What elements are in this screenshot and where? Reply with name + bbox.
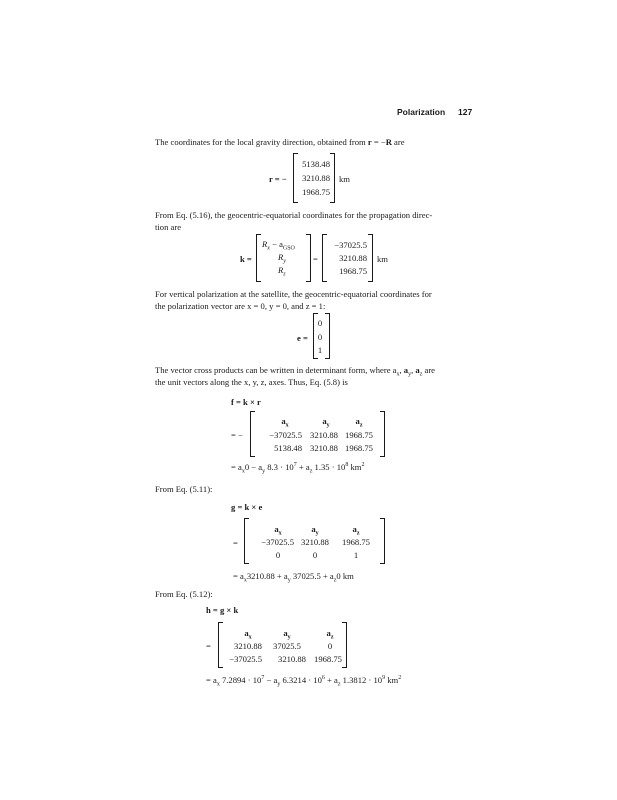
eq-h-row1-col2: 37025.5 — [273, 641, 301, 651]
eq-f-bracket-right — [380, 411, 385, 457]
page-number: 127 — [458, 107, 473, 117]
eq-h-row2-col3: 1968.75 — [314, 654, 342, 664]
eq-g-header-y — [297, 524, 333, 537]
eq-k-sym-row1-sub: x — [267, 245, 270, 252]
eq-k-sym-row1-tail: − a — [269, 239, 283, 249]
eq-g-result-c: 37025.5 + a — [290, 571, 334, 581]
p4-line1-text: The vector cross products can be written in determinant form, where a — [155, 365, 397, 375]
eq-g-bracket-right — [380, 518, 385, 564]
eq-h-header-y-sub: y — [287, 634, 291, 641]
eq-f-header-y — [308, 416, 344, 429]
p1-text-a: The coordinates for the local gravity direction, obtained from — [155, 137, 368, 147]
eq-f-header-x-sub: x — [285, 422, 289, 429]
paragraph-vertical-polarization-line2: the polarization vector are x = 0, y = 0, and z = 1: — [155, 301, 326, 311]
eq-e-value-2: 0 — [317, 332, 323, 342]
eq-k-bracket-left-1 — [256, 234, 261, 282]
eq-g-title: g = k × e — [231, 502, 263, 512]
eq-h-result-exp4: 2 — [398, 675, 402, 682]
eq-f-header-x — [265, 416, 305, 429]
eq-f-result-b: 0 − a — [244, 462, 263, 472]
eq-f-header-y-sub: y — [326, 422, 330, 429]
eq-r-lhs: r = − — [269, 174, 287, 184]
eq-e-value-1: 0 — [317, 318, 323, 328]
eq-r-unit: km — [339, 174, 350, 184]
eq-e-bracket-right — [325, 313, 330, 359]
p4-line1-tail: are — [422, 365, 435, 375]
eq-g-prefix: = — [233, 538, 238, 548]
eq-f-header-z-a: a — [355, 416, 360, 426]
eq-g-header-x-sub: x — [278, 530, 282, 537]
eq-g-row1-col3: 1968.75 — [342, 537, 370, 547]
eq-f-row2-col2: 3210.88 — [310, 443, 338, 453]
eq-f-title: f = k × r — [231, 397, 261, 407]
eq-f-result-e: 1.35 · 10 — [312, 462, 346, 472]
eq-g-row2-col1: 0 — [275, 550, 281, 560]
eq-r-value-2: 3210.88 — [302, 173, 330, 183]
eq-h-result-sub2: y — [277, 681, 281, 688]
eq-f-result-exp1: 7 — [293, 462, 297, 469]
eq-f-row1-col2: 3210.88 — [310, 430, 338, 440]
paragraph-cross-products-line1: The vector cross products can be written in determinant form, where $a_x$, $a_y$, $a_z$ are — [155, 365, 435, 378]
eq-k-sym-row3-sub: z — [283, 271, 286, 278]
eq-h-prefix: = — [206, 641, 211, 651]
eq-h-header-x — [228, 628, 268, 641]
eq-h-result-d: 6.3214 · 10 — [280, 675, 322, 685]
eq-e-value-3: 1 — [317, 345, 323, 355]
from-eq-5-12: From Eq. (5.12): — [155, 589, 213, 599]
eq-h-header-x-sub: x — [248, 634, 252, 641]
eq-f-result-sub3: z — [309, 468, 313, 475]
eq-h-result-b: 7.2894 · 10 — [219, 675, 262, 685]
eq-k-sym-row3 — [278, 265, 286, 278]
eq-h-header-y — [267, 628, 307, 641]
eq-f-result-c: 8.3 · 10 — [265, 462, 294, 472]
eq-r-value-3: 1968.75 — [302, 187, 330, 197]
eq-f-result — [231, 462, 364, 475]
eq-g-result — [233, 571, 354, 584]
eq-k-unit: km — [377, 254, 388, 264]
eq-h-result-exp3: 9 — [382, 675, 386, 682]
eq-f-header-z — [344, 416, 374, 429]
eq-f-header-y-a: a — [322, 416, 327, 426]
eq-r-value-1: 5138.48 — [302, 159, 330, 169]
eq-g-row1-col2: 3210.88 — [301, 537, 329, 547]
eq-g-header-z — [338, 524, 374, 537]
eq-k-lhs: k = — [240, 254, 252, 264]
eq-h-result-sub3: z — [337, 681, 341, 688]
eq-g-row2-col3: 1 — [353, 550, 359, 560]
eq-g-header-x-a: a — [274, 524, 279, 534]
eq-k-sym-row2 — [278, 252, 286, 265]
eq-h-row2-col2: 3210.88 — [278, 654, 306, 664]
eq-f-result-sub1: x — [241, 468, 245, 475]
eq-h-result-g: km — [385, 675, 399, 685]
paragraph-propagation-line1: From Eq. (5.16), the geocentric-equatorial coordinates for the propagation direc- — [155, 210, 433, 220]
eq-k-bracket-right-1 — [306, 234, 311, 282]
eq-k-sym-row1 — [262, 239, 295, 252]
eq-h-title: h = g × k — [206, 605, 239, 615]
eq-h-row1-col1: 3210.88 — [234, 641, 262, 651]
p1-bold-R: R — [385, 137, 392, 147]
eq-h-bracket-right — [342, 622, 347, 668]
eq-k-bracket-right-2 — [368, 234, 373, 282]
eq-e-lhs: e = — [297, 333, 308, 343]
eq-h-row1-col3: 0 — [327, 641, 333, 651]
eq-g-result-sub3: z — [333, 577, 337, 584]
eq-g-result-d: 0 km — [336, 571, 354, 581]
eq-h-result-sub1: x — [216, 681, 220, 688]
eq-k-value-1: −37025.5 — [334, 240, 367, 250]
eq-h-header-z-sub: z — [330, 634, 334, 641]
eq-g-header-y-a: a — [311, 524, 316, 534]
eq-h-result-exp2: 6 — [321, 675, 325, 682]
eq-f-result-d: + a — [296, 462, 310, 472]
eq-f-result-exp3: 2 — [361, 462, 365, 469]
eq-g-result-sub1: x — [243, 577, 247, 584]
eq-h-result-a: = a — [206, 675, 217, 685]
eq-g-result-sub2: y — [287, 577, 291, 584]
eq-r-bracket-right — [330, 153, 335, 203]
from-eq-5-11: From Eq. (5.11): — [155, 484, 213, 494]
eq-h-result-exp1: 7 — [261, 675, 265, 682]
paragraph-cross-products-line2: the unit vectors along the x, y, z, axes. Thus, Eq. (5.8) is — [155, 377, 348, 387]
eq-f-result-a: = a — [231, 462, 242, 472]
eq-k-sym-row2-R: R — [278, 252, 284, 262]
eq-f-header-z-sub: z — [359, 422, 363, 429]
eq-f-row1-col1: −37025.5 — [269, 430, 302, 440]
eq-f-header-x-a: a — [281, 416, 286, 426]
eq-k-value-3: 1968.75 — [339, 266, 367, 276]
eq-g-header-z-sub: z — [356, 530, 360, 537]
eq-k-value-2: 3210.88 — [339, 253, 367, 263]
eq-k-sym-row3-R: R — [278, 265, 284, 275]
eq-f-result-exp2: 8 — [345, 462, 349, 469]
eq-f-row1-col3: 1968.75 — [345, 430, 373, 440]
eq-h-result-f: 1.3812 · 10 — [340, 675, 383, 685]
eq-g-header-z-a: a — [352, 524, 357, 534]
eq-h-result-c: − a — [264, 675, 278, 685]
eq-f-prefix: = − — [231, 430, 243, 440]
p1-bold-r: r — [367, 137, 372, 147]
p1-text-b: are — [391, 137, 405, 147]
eq-f-result-sub2: y — [262, 468, 266, 475]
paragraph-propagation-line2: tion are — [155, 222, 182, 232]
eq-k-equals: = — [313, 254, 318, 264]
eq-g-row2-col2: 0 — [312, 550, 318, 560]
eq-k-sym-row1-R: R — [262, 239, 268, 249]
eq-g-header-x — [258, 524, 298, 537]
eq-h-header-z-a: a — [326, 628, 331, 638]
eq-g-result-b: 3210.88 + a — [246, 571, 288, 581]
eq-k-sym-row1-gso: GSO — [282, 245, 295, 252]
p1-eq: = − — [371, 137, 386, 147]
eq-f-row2-col1: 5138.48 — [274, 443, 302, 453]
eq-f-result-f: km — [348, 462, 362, 472]
eq-h-result — [206, 675, 401, 688]
eq-g-row1-col1: −37025.5 — [261, 537, 294, 547]
eq-h-result-e: + a — [324, 675, 338, 685]
eq-h-header-y-a: a — [283, 628, 288, 638]
eq-f-row2-col3: 1968.75 — [345, 443, 373, 453]
eq-g-result-a: = a — [233, 571, 244, 581]
paragraph-vertical-polarization-line1: For vertical polarization at the satellite, the geocentric-equatorial coordinates for — [155, 289, 432, 299]
running-header-section: Polarization — [397, 107, 446, 117]
paragraph-gravity-direction — [155, 137, 405, 147]
eq-h-row2-col1: −37025.5 — [229, 654, 262, 664]
eq-g-header-y-sub: y — [315, 530, 319, 537]
eq-h-header-x-a: a — [244, 628, 249, 638]
eq-k-sym-row2-sub: y — [283, 258, 286, 265]
